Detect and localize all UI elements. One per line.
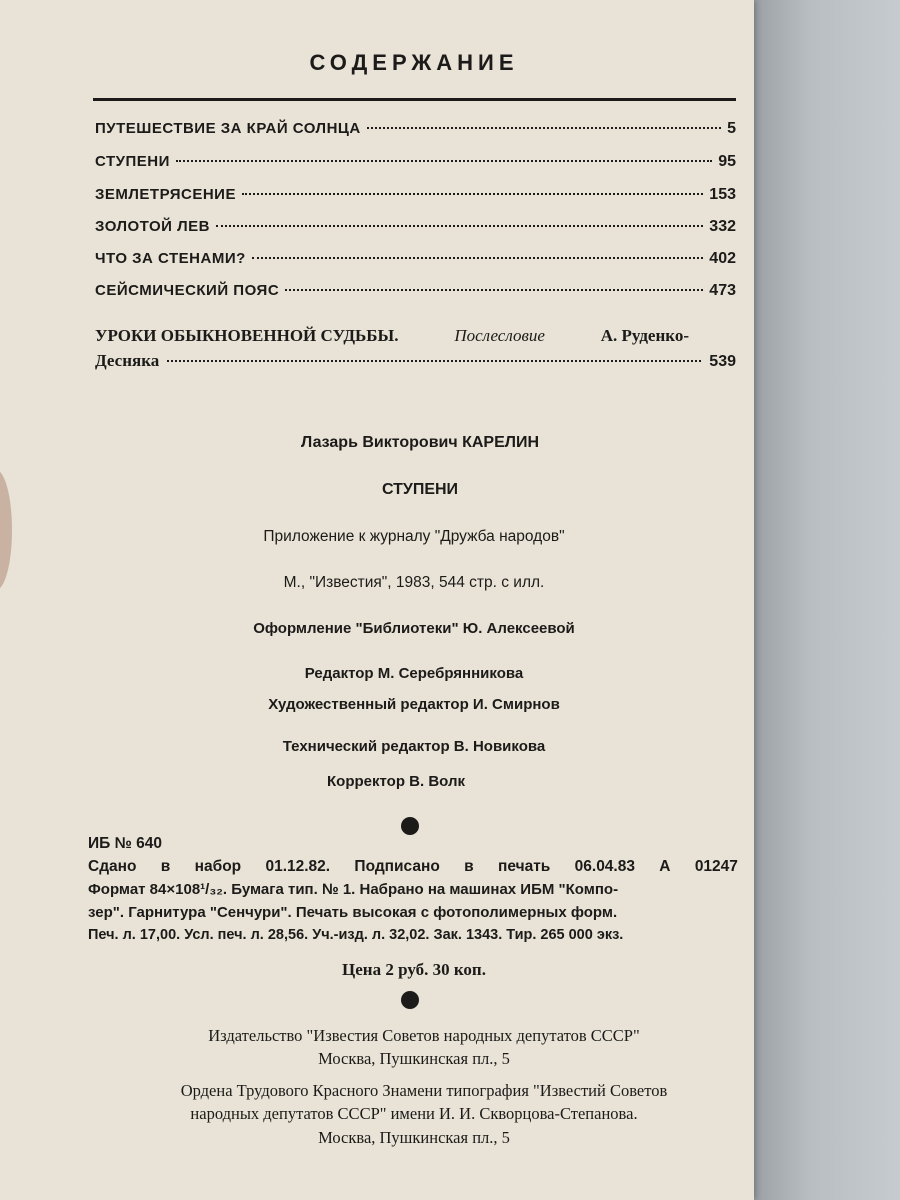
toc-entry-title: ПУТЕШЕСТВИЕ ЗА КРАЙ СОЛНЦА: [95, 120, 361, 137]
toc-entry-page: 473: [709, 282, 736, 299]
imprint-line-3: зер". Гарнитура "Сенчури". Печать высокая с фотополимерных форм.: [88, 904, 618, 921]
toc-entry: [95, 186, 736, 210]
imprint-word: в: [160, 858, 171, 875]
toc-heading: СОДЕРЖАНИЕ: [309, 50, 519, 75]
imprint-word: 01247: [694, 858, 738, 875]
publication-line: М., "Известия", 1983, 544 стр. с илл.: [283, 574, 545, 591]
design-credit: Оформление "Библиотеки" Ю. Алексеевой: [253, 620, 575, 637]
background-surface: [752, 0, 900, 1200]
printer-line-3: Москва, Пушкинская пл., 5: [318, 1128, 510, 1147]
afterword-page: 539: [709, 353, 736, 370]
imprint-word: набор: [194, 858, 242, 875]
toc-divider: [93, 98, 736, 101]
toc-entry-title: ЧТО ЗА СТЕНАМИ?: [95, 250, 246, 267]
toc-entry: [95, 282, 736, 306]
toc-entry-page: 153: [709, 186, 736, 203]
printer-line-1: Ордена Трудового Красного Знамени типография "Известий Советов: [180, 1081, 668, 1100]
imprint-word: 01.12.82.: [265, 858, 331, 875]
afterword-entry: [95, 326, 736, 371]
art-editor-credit: Художественный редактор И. Смирнов: [268, 696, 560, 713]
toc-entry-title: ЗЕМЛЕТРЯСЕНИЕ: [95, 186, 236, 203]
toc-entry-page: 332: [709, 218, 736, 235]
toc-entry: [95, 250, 736, 274]
supplement-line: Приложение к журналу "Дружба народов": [263, 528, 565, 545]
imprint-line-2: Формат 84×108¹/₃₂. Бумага тип. № 1. Набрано на машинах ИБМ "Компо-: [88, 881, 619, 898]
toc-entry-page: 5: [727, 120, 736, 137]
toc-entry-page: 402: [709, 250, 736, 267]
book-title: СТУПЕНИ: [381, 481, 459, 498]
author-name: Лазарь Викторович КАРЕЛИН: [300, 434, 540, 451]
proofreader-credit: Корректор В. Волк: [327, 773, 465, 790]
ib-number: ИБ № 640: [88, 835, 163, 852]
imprint-word: Подписано: [354, 858, 440, 875]
imprint-word: Сдано: [88, 858, 137, 875]
editor-credit: Редактор М. Серебрянникова: [304, 665, 524, 682]
toc-entry: [95, 120, 736, 144]
afterword-author-part2: Десняка: [95, 351, 160, 370]
publisher-line-1: Издательство "Известия Советов народных депутатов СССР": [208, 1026, 640, 1045]
toc-entry-page: 95: [718, 153, 736, 170]
toc-entry: [95, 153, 736, 177]
afterword-title: УРОКИ ОБЫКНОВЕННОЙ СУДЬБЫ.: [95, 326, 399, 345]
afterword-label: Послесловие: [454, 326, 545, 345]
toc-entry-title: ЗОЛОТОЙ ЛЕВ: [95, 218, 210, 235]
afterword-author-part1: А. Руденко-: [600, 326, 689, 345]
imprint-word: 06.04.83: [574, 858, 635, 875]
imprint-line-1: [88, 856, 738, 877]
imprint-word: А: [659, 858, 671, 875]
toc-entry: [95, 218, 736, 242]
imprint-word: в: [464, 858, 474, 875]
toc-entry-title: СТУПЕНИ: [95, 153, 170, 170]
bullet-separator-icon: [401, 991, 419, 1009]
tech-editor-credit: Технический редактор В. Новикова: [282, 738, 546, 755]
imprint-line-4: Печ. л. 17,00. Усл. печ. л. 28,56. Уч.-изд. л. 32,02. Зак. 1343. Тир. 265 000 экз.: [88, 927, 624, 943]
imprint-word: печать: [497, 858, 551, 875]
printer-line-2: народных депутатов СССР" имени И. И. Скворцова-Степанова.: [190, 1104, 638, 1123]
toc-entry-title: СЕЙСМИЧЕСКИЙ ПОЯС: [95, 282, 280, 299]
publisher-line-2: Москва, Пушкинская пл., 5: [318, 1049, 510, 1068]
price: Цена 2 руб. 30 коп.: [342, 960, 486, 979]
